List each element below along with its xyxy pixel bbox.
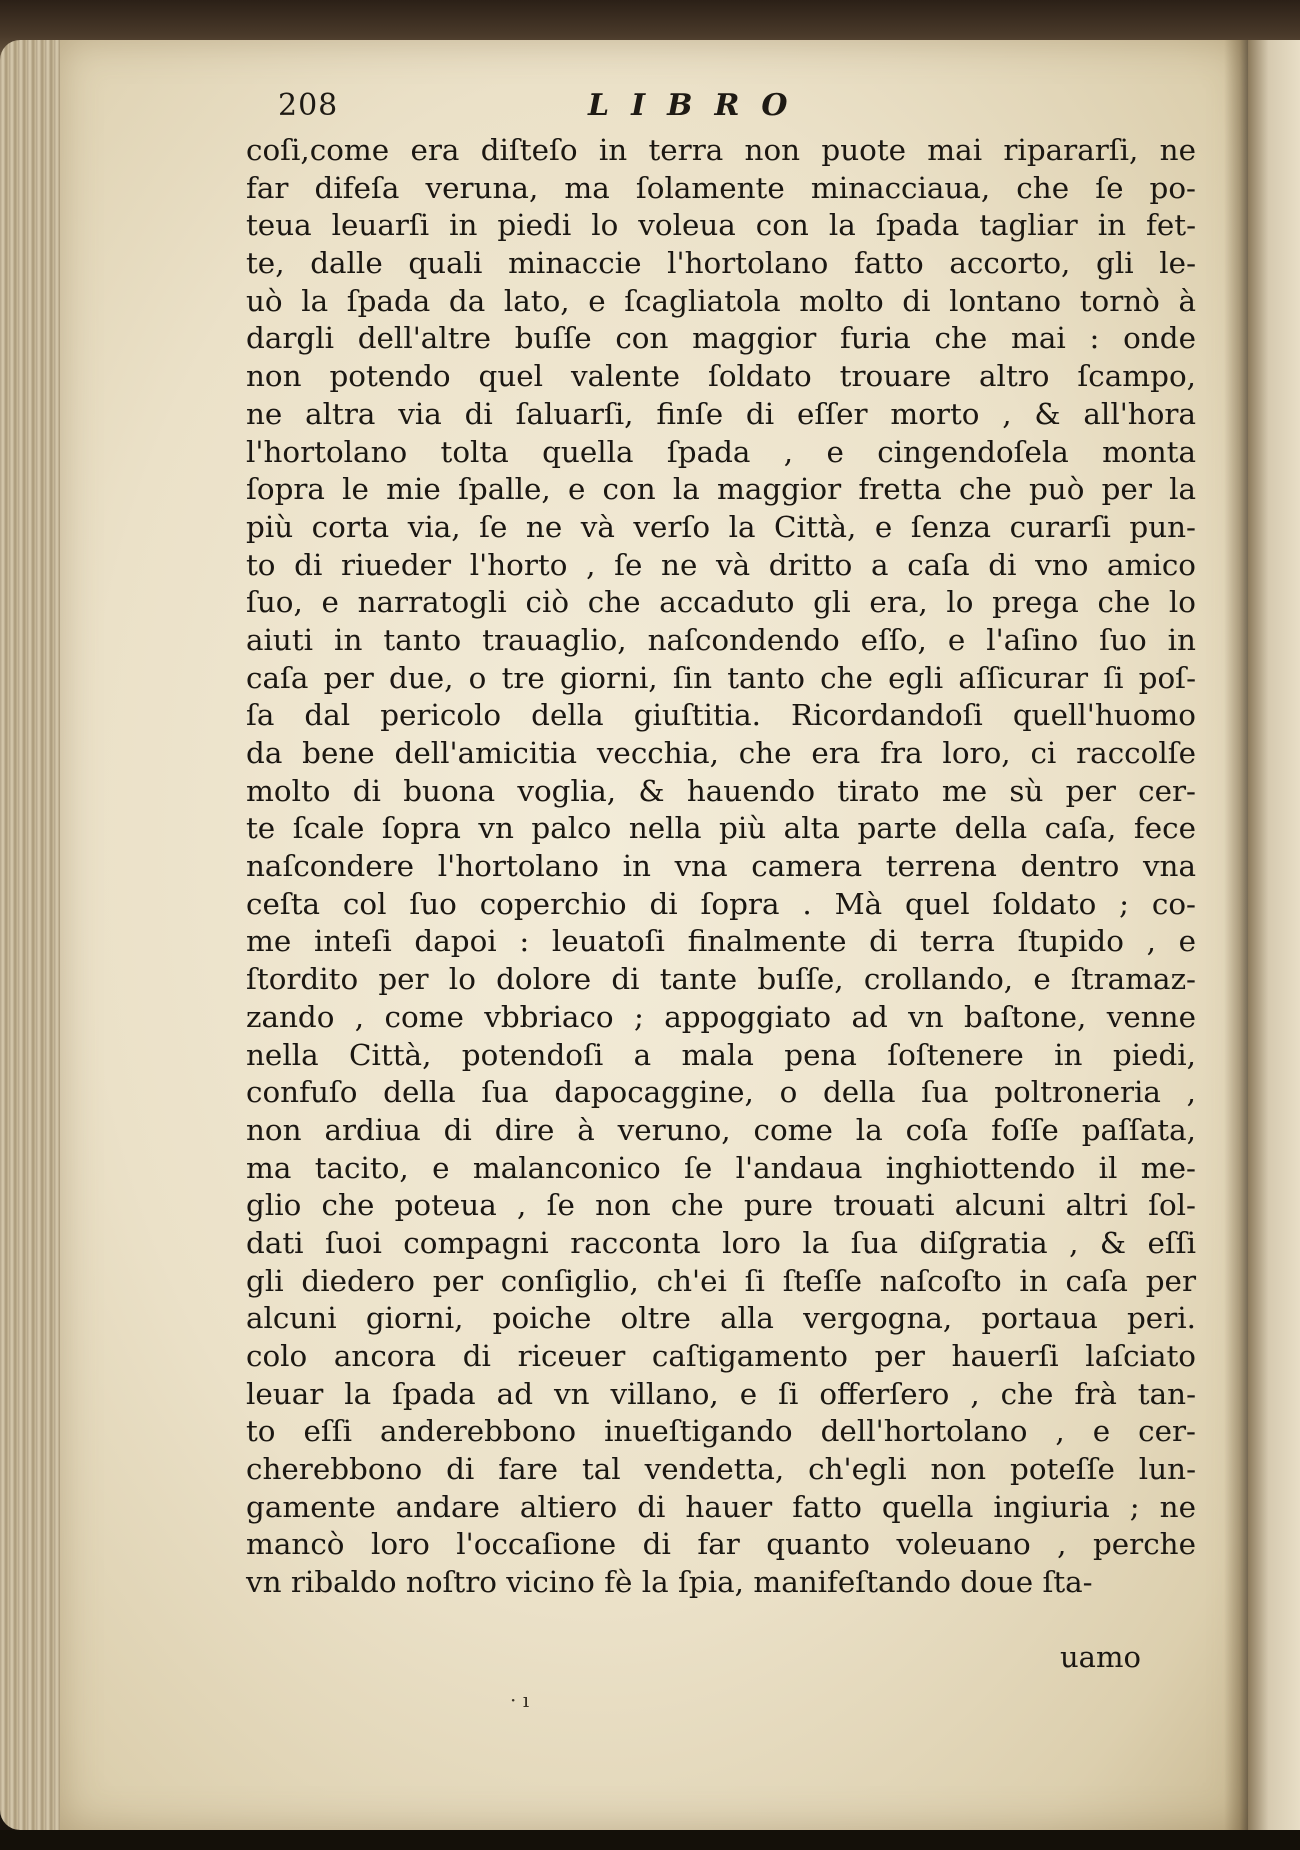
text-line: aiuti in tanto trauaglio, naſcondendo eſſo, e l'aſino ſuo in (246, 622, 1196, 657)
text-line: ceſta col ſuo coperchio di ſopra . Mà quel ſoldato ; co- (246, 886, 1196, 921)
text-line: teua leuarſi in piedi lo voleua con la ſpada tagliar in fet- (246, 208, 1196, 243)
text-line: coſi,come era diſteſo in terra non puote mai ripararſi, ne (246, 133, 1196, 167)
text-line: naſcondere l'hortolano in vna camera terrena dentro vna (246, 849, 1196, 884)
text-line: far difeſa veruna, ma ſolamente minacciaua, che ſe po- (246, 170, 1196, 205)
text-line: leuar la ſpada ad vn villano, e ſi offerſero , che frà tan- (246, 1376, 1196, 1411)
body-text (246, 132, 1196, 1602)
text-line: ſuo, e narratogli ciò che accaduto gli era, lo prega che lo (246, 585, 1196, 620)
page-header (278, 88, 878, 134)
text-line: non ardiua di dire à veruno, come la coſa foſſe paſſata, (246, 1112, 1196, 1147)
text-line: colo ancora di riceuer caſtigamento per hauerſi laſciato (246, 1339, 1196, 1373)
text-line: molto di buona voglia, & hauendo tirato me sù per cer- (246, 773, 1196, 808)
text-line: gamente andare altiero di hauer fatto quella ingiuria ; ne (246, 1489, 1196, 1524)
text-line: da bene dell'amicitia vecchia, che era fra loro, ci raccolſe (246, 736, 1196, 770)
gutter-shadow (1224, 40, 1250, 1830)
text-line: cherebbono di fare tal vendetta, ch'egli non poteſſe lun- (246, 1452, 1196, 1487)
text-line: dargli dell'altre buſſe con maggior furia che mai : onde (246, 321, 1196, 356)
text-line: caſa per due, o tre giorni, ſin tanto che egli aſſicurar ſi poſ- (246, 660, 1196, 695)
text-line: me inteſi dapoi : leuatoſi finalmente di terra ſtupido , e (246, 924, 1196, 959)
text-line: te, dalle quali minaccie l'hortolano fatto accorto, gli le- (246, 246, 1196, 281)
text-line: to eſſi anderebbono inueſtigando dell'hortolano , e cer- (246, 1414, 1196, 1449)
text-line: nella Città, potendoſi a mala pena ſoſtenere in piedi, (246, 1037, 1196, 1072)
signature-mark: · ı (510, 1688, 530, 1712)
text-line: l'hortolano tolta quella ſpada , e cingendoſela monta (246, 434, 1196, 469)
text-line: ne altra via di ſaluarſi, finſe di eſſer morto , & all'hora (246, 396, 1196, 431)
text-line: te ſcale ſopra vn palco nella più alta parte della caſa, fece (246, 811, 1196, 846)
text-line: vn ribaldo noſtro vicino fè la ſpia, manifeſtando doue ſta- (246, 1565, 1093, 1600)
text-line: glio che poteua , ſe non che pure trouati alcuni altri ſol- (246, 1188, 1196, 1223)
text-line: ſopra le mie ſpalle, e con la maggior fretta che può per la (246, 472, 1196, 507)
text-line: più corta via, ſe ne và verſo la Città, e ſenza curarſi pun- (246, 509, 1196, 544)
running-head: LIBRO (588, 88, 810, 123)
text-line: ſa dal pericolo della giuſtitia. Ricordandoſi quell'huomo (246, 698, 1196, 733)
text-line: uò la ſpada da lato, e ſcagliatola molto di lontano tornò à (246, 283, 1196, 318)
text-line: non potendo quel valente ſoldato trouare altro ſcampo, (246, 359, 1196, 394)
text-line: to di riueder l'horto , ſe ne và dritto a caſa di vno amico (246, 547, 1196, 582)
text-line: confuſo della ſua dapocaggine, o della ſua poltroneria , (246, 1075, 1196, 1110)
text-line: gli diedero per conſiglio, ch'ei ſi ſteſſe naſcoſto in caſa per (246, 1263, 1196, 1298)
page-number: 208 (278, 88, 339, 123)
text-line: mancò loro l'occaſione di far quanto voleuano , perche (246, 1527, 1196, 1562)
bottom-border (0, 1830, 1300, 1850)
text-line: ma tacito, e malanconico ſe l'andaua inghiottendo il me- (246, 1150, 1196, 1185)
text-line: dati ſuoi compagni racconta loro la ſua diſgratia , & eſſi (246, 1225, 1196, 1260)
facing-page-edge (1248, 40, 1300, 1830)
text-line: ſtordito per lo dolore di tante buſſe, crollando, e ſtramaz- (246, 962, 1196, 997)
catchword: uamo (1060, 1640, 1141, 1674)
text-line: alcuni giorni, poiche oltre alla vergogna, portaua peri. (246, 1301, 1196, 1336)
text-line: zando , come vbbriaco ; appoggiato ad vn baſtone, venne (246, 999, 1196, 1034)
